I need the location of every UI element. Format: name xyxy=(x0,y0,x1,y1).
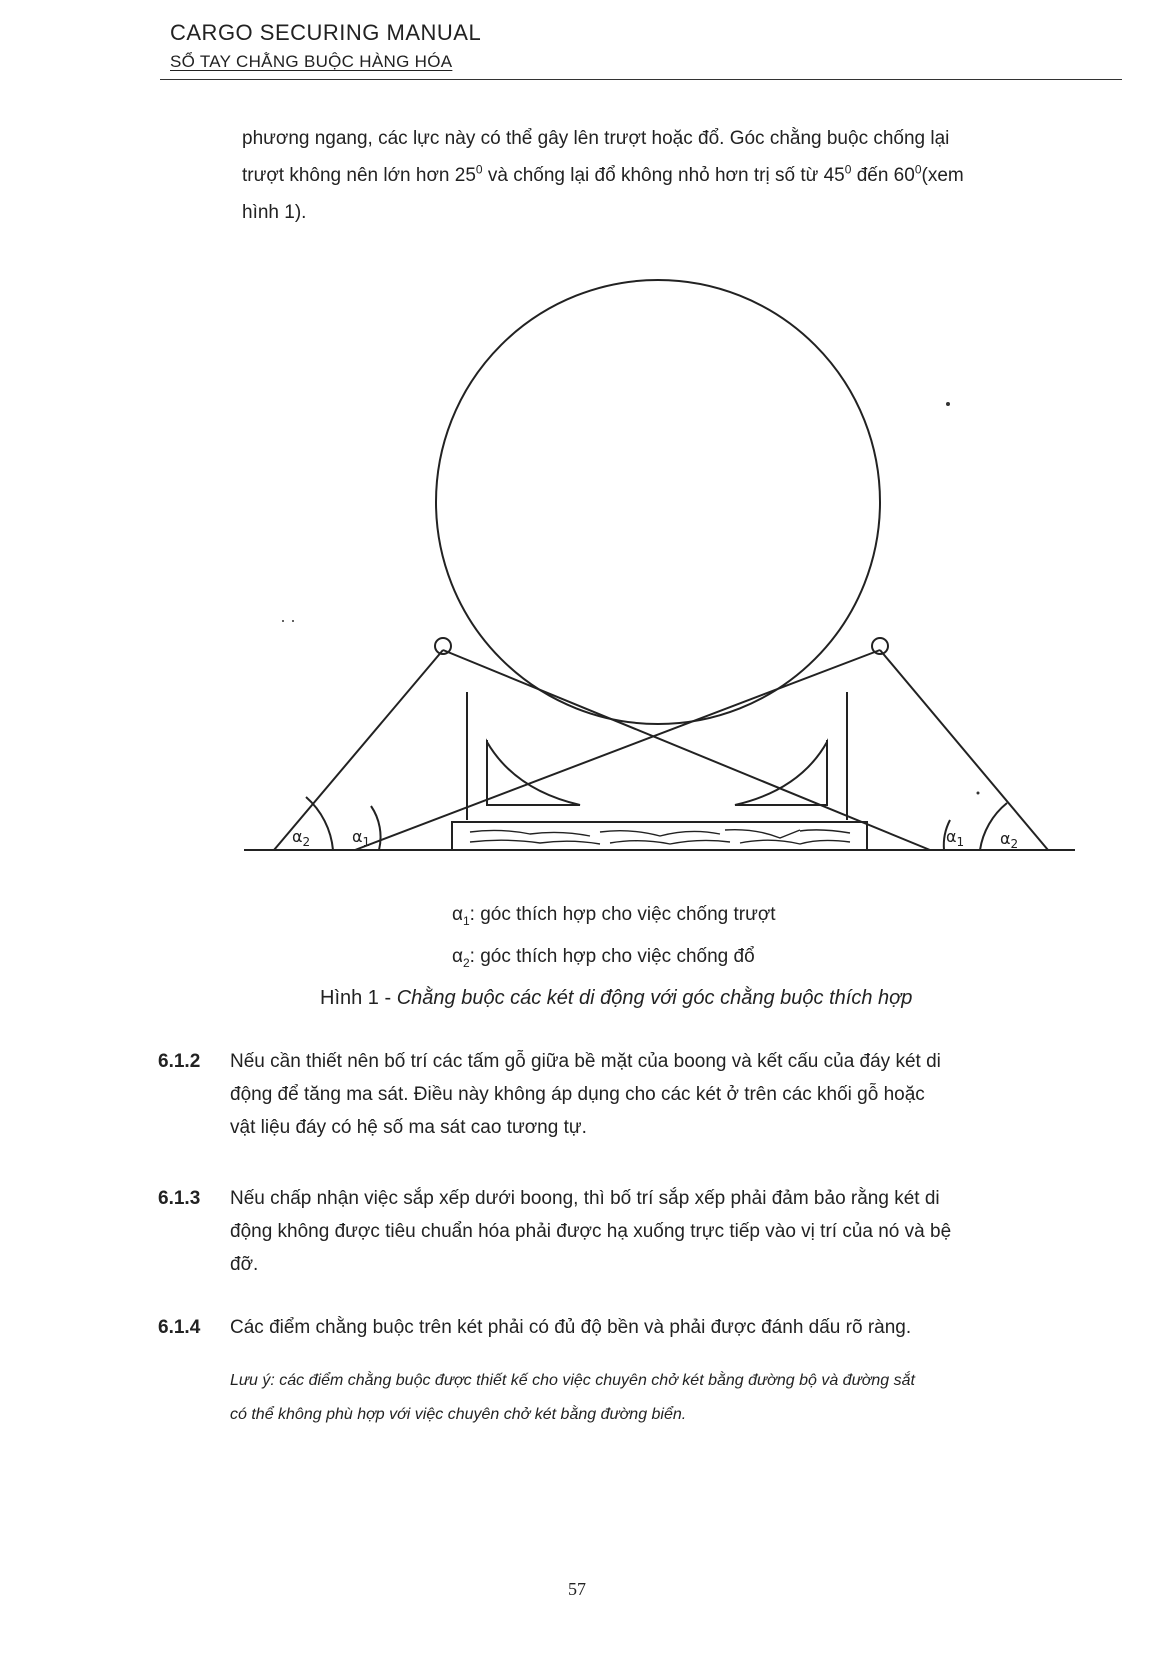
section-line: Nếu cần thiết nên bố trí các tấm gỗ giữa bề mặt của boong và kết cấu của đáy két di xyxy=(230,1051,941,1072)
section-6-1-4 xyxy=(158,1309,1118,1346)
tank-circle xyxy=(436,280,880,724)
note xyxy=(230,1364,1110,1432)
support-frame xyxy=(467,692,847,820)
right-cradle xyxy=(735,742,827,805)
intro-line-1: phương ngang, các lực này có thể gây lên trượt hoặc đổ. Góc chằng buộc chống lại xyxy=(242,128,950,149)
left-cradle xyxy=(487,742,580,805)
header-subtitle: SỔ TAY CHẰNG BUỘC HÀNG HÓA xyxy=(170,52,453,71)
right-cross-lashing xyxy=(355,650,880,850)
note-line-1: Lưu ý: các điểm chằng buộc được thiết kế cho việc chuyên chở két bằng đường bộ và đường sắt xyxy=(230,1372,915,1389)
section-6-1-3 xyxy=(158,1180,1118,1283)
support-frame-inner-right xyxy=(735,740,827,805)
left-alpha1-arc xyxy=(371,806,381,850)
section-number: 6.1.4 xyxy=(158,1317,201,1338)
section-line: vật liệu đáy có hệ số ma sát cao tương tự. xyxy=(230,1117,587,1138)
note-line-2: có thể không phù hợp với việc chuyên chở két bằng đường biển. xyxy=(230,1406,687,1423)
section-line: động không được tiêu chuẩn hóa phải được hạ xuống trực tiếp vào vị trí của nó và bệ xyxy=(230,1221,952,1242)
page-number: 57 xyxy=(568,1579,586,1599)
header-title: CARGO SECURING MANUAL xyxy=(170,20,482,45)
section-line: Nếu chấp nhận việc sắp xếp dưới boong, thì bố trí sắp xếp phải đảm bảo rằng két di xyxy=(230,1188,940,1209)
legend-alpha1: $\alpha_1$: góc thích hợp cho việc chống trượt xyxy=(452,904,776,928)
section-line: động để tăng ma sát. Điều này không áp dụng cho các két ở trên các khối gỗ hoặc xyxy=(230,1084,925,1105)
legend-alpha2: $\alpha_2$: góc thích hợp cho việc chống đổ xyxy=(452,946,755,970)
intro-line-3: hình 1). xyxy=(242,202,307,223)
right-lashing-eye xyxy=(872,638,888,654)
section-line: đỡ. xyxy=(230,1254,259,1275)
label-left-alpha2: $\alpha_2$ xyxy=(292,827,311,850)
wood-grain xyxy=(470,830,850,844)
left-lashing-eye xyxy=(435,638,451,654)
timber-base xyxy=(452,822,867,850)
right-overturn-lashing xyxy=(880,650,1048,850)
left-cross-lashing xyxy=(443,650,930,850)
section-number: 6.1.3 xyxy=(158,1188,201,1209)
label-left-alpha1: $\alpha_1$ xyxy=(352,827,371,850)
section-line: Các điểm chằng buộc trên két phải có đủ độ bền và phải được đánh dấu rõ ràng. xyxy=(230,1317,912,1338)
left-overturn-lashing xyxy=(274,650,443,850)
label-right-alpha1: $\alpha_1$ xyxy=(946,827,965,850)
intro-paragraph xyxy=(242,120,1112,231)
section-6-1-2 xyxy=(158,1043,1118,1146)
label-right-alpha2: $\alpha_2$ xyxy=(1000,829,1019,852)
header-divider xyxy=(160,79,1122,80)
section-number: 6.1.2 xyxy=(158,1051,201,1072)
intro-line-2: trượt không nên lớn hơn $25^0$ và chống lại đổ không nhỏ hơn trị số từ $45^0$ đến $60^0(xem$ xyxy=(242,162,964,186)
figure-caption: Hình 1 - Chằng buộc các két di động với góc chằng buộc thích hợp xyxy=(320,987,913,1009)
support-frame-inner-left xyxy=(487,740,580,805)
